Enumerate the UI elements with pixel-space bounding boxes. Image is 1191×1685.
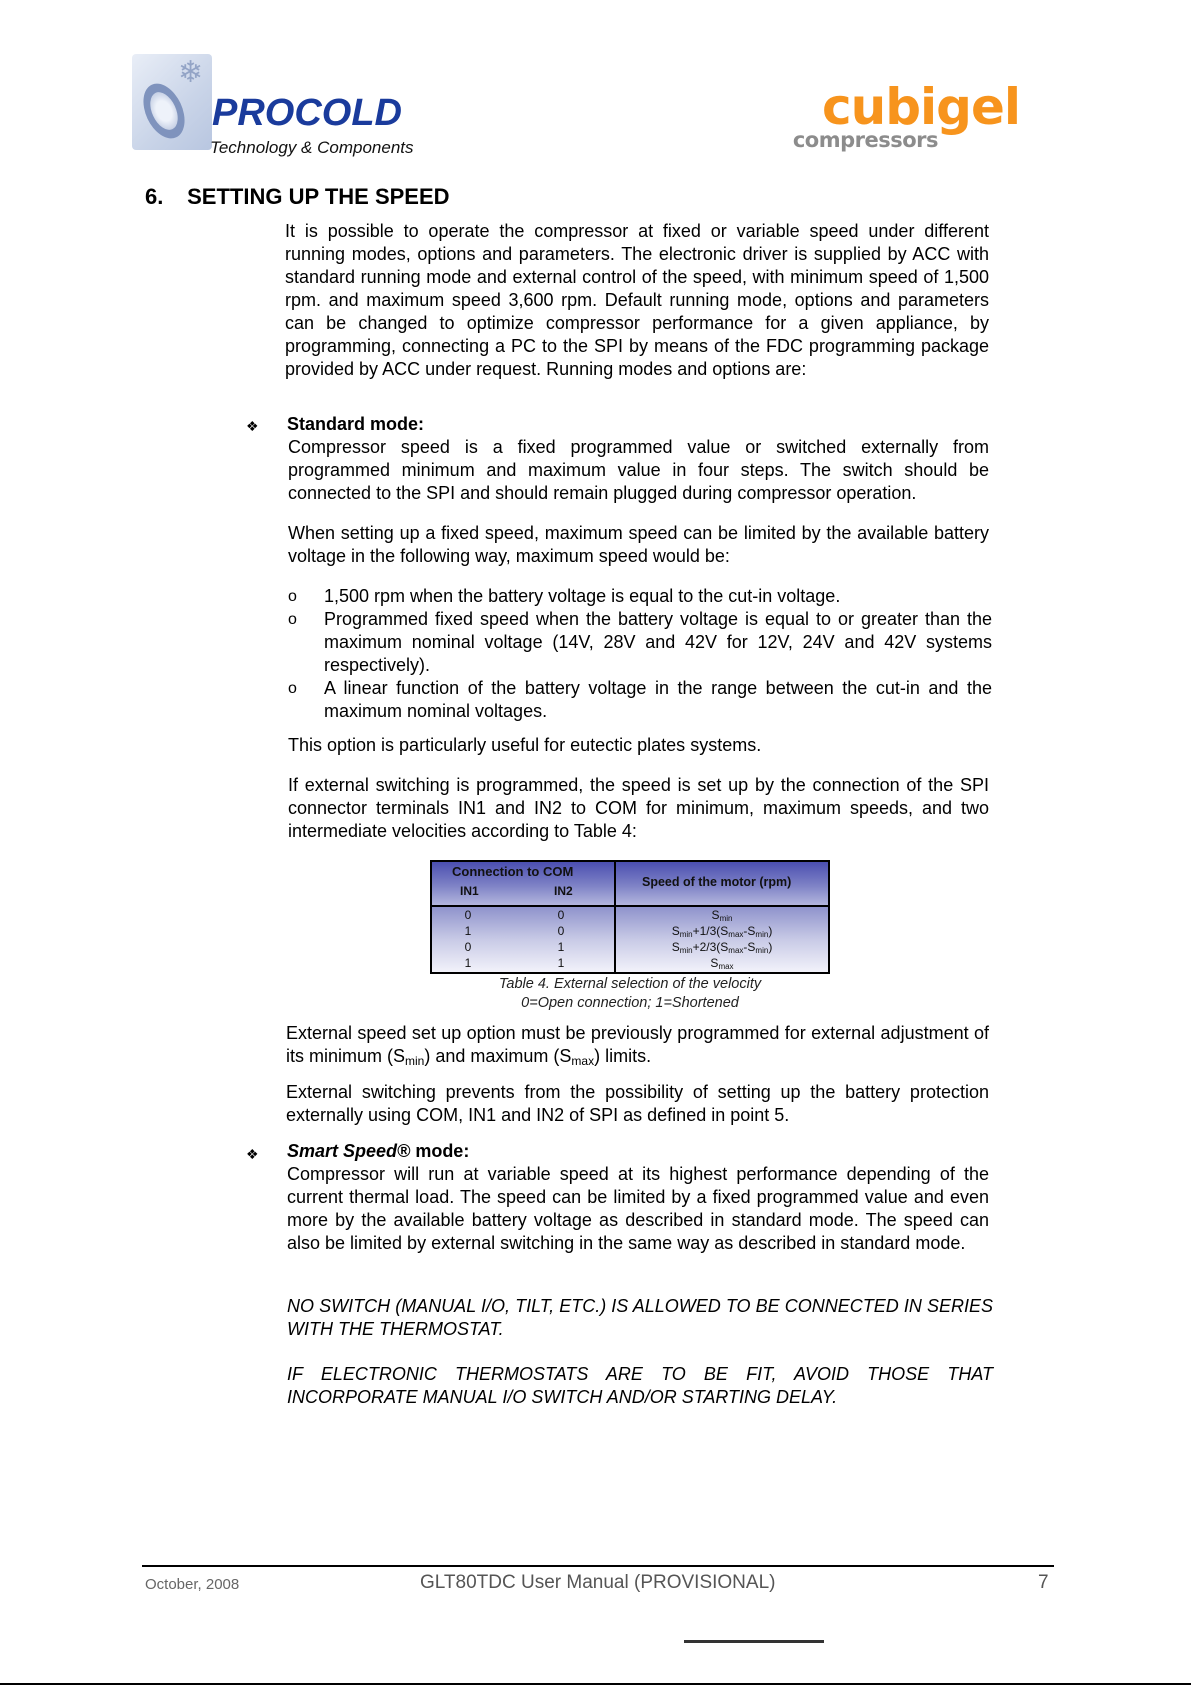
section-heading [145,184,450,210]
table-cell: 1 [464,956,472,970]
standard-mode-paragraph-2: When setting up a fixed speed, maximum speed can be limited by the available battery voltage in the following way, maximum speed would be: [288,523,989,566]
section-title: SETTING UP THE SPEED [187,184,450,209]
table-cell: 1 [557,940,565,954]
diamond-bullet-icon: ❖ [246,418,259,434]
table-cell: 0 [557,908,565,922]
list-item: A linear function of the battery voltage in the range between the cut-in and the maximum nominal voltages. [324,678,992,721]
compressor-emblem-icon [132,54,212,150]
table-cell: 0 [557,924,565,938]
standard-mode-paragraph-3: This option is particularly useful for eutectic plates systems. [288,735,762,755]
circle-bullet-icon: o [288,680,297,697]
circle-bullet-icon: o [288,588,297,605]
table-cell-speed: $S_{max}$ [710,956,734,971]
table-body [432,907,828,972]
table-cell-speed: $S_{min}+2/3(S_{max}-S_{min})$ [671,940,773,955]
warning-electronic-thermostats: IF ELECTRONIC THERMOSTATS ARE TO BE FIT, AVOID THOSE THAT INCORPORATE MANUAL I/O SWITCH AND/OR STARTING DELAY. [287,1364,993,1407]
section-number: 6. [145,184,164,209]
standard-mode-paragraph-1: Compressor speed is a fixed programmed value or switched externally from programmed minimum and maximum value in four steps. The switch should be connected to the SPI and should remain plugged during compressor operation. [288,437,989,503]
table-cell: 0 [464,908,472,922]
footer-divider [142,1565,1054,1567]
table-cell-speed: $S_{min}+1/3(S_{max}-S_{min})$ [671,924,773,939]
procold-brand-name: PROCOLD [212,92,402,134]
table-divider [614,862,616,972]
standard-mode-heading: Standard mode: [287,414,425,434]
page-number: 7 [1038,1572,1049,1593]
smart-speed-paragraph: Compressor will run at variable speed at its highest performance depending of the current thermal load. The speed can be limited by a fixed programmed value and even more by the available battery voltage as described in standard mode. The speed can also be limited by external switching in the same way as described in standard mode. [287,1164,989,1253]
connection-group-header: Connection to COM [452,864,574,879]
table-cell: 1 [464,924,472,938]
column-header-in1: IN1 [460,884,479,898]
circle-bullet-icon: o [288,611,297,628]
table-cell: 1 [557,956,565,970]
cubigel-brand-name: cubigel [821,78,1020,136]
list-item: Programmed fixed speed when the battery voltage is equal to or greater than the maximum nominal voltage (14V, 28V and 42V for 12V, 24V and 42V systems respectively). [324,609,992,675]
diamond-bullet-icon: ❖ [246,1146,259,1162]
footer-short-rule [684,1640,824,1643]
table-caption-legend: 0=Open connection; 1=Shortened [521,995,739,1011]
intro-paragraph: It is possible to operate the compressor at fixed or variable speed under different running modes, options and parameters. The electronic driver is supplied by ACC with standard running mode and external control of the speed, with minimum speed of 1,500 rpm. and maximum speed 3,600 rpm. Default running mode, options and parameters can be changed to optimize compressor performance for a given appliance, by programming, connecting a PC to the SPI by means of the FDC programming package provided by ACC under request. Running modes and options are: [285,221,989,379]
velocity-selection-table [430,860,830,974]
cubigel-subtitle: compressors [792,128,938,152]
column-header-in2: IN2 [554,884,573,898]
table-cell: 0 [464,940,472,954]
table-cell-speed: $S_{min}$ [711,908,733,923]
smart-speed-heading: Smart Speed® mode: [287,1141,470,1161]
column-header-speed: Speed of the motor (rpm) [642,875,792,889]
warning-no-switch: NO SWITCH (MANUAL I/O, TILT, ETC.) IS ALLOWED TO BE CONNECTED IN SERIES WITH THE THERMOSTAT. [287,1296,993,1339]
footer-document-title: GLT80TDC User Manual (PROVISIONAL) [420,1572,776,1593]
cubigel-logo [792,78,1020,154]
standard-mode-paragraph-4: If external switching is programmed, the speed is set up by the connection of the SPI connector terminals IN1 and IN2 to COM for minimum, maximum speeds, and two intermediate velocities according to Table 4: [288,775,989,841]
table-header [432,862,828,907]
table-caption: Table 4. External selection of the velocity [498,976,762,992]
snowflake-icon: ❄ [178,56,204,89]
list-item: 1,500 rpm when the battery voltage is equal to the cut-in voltage. [324,586,841,606]
procold-tagline: Technology & Components [210,138,414,157]
procold-logo [130,52,420,162]
external-speed-paragraph: External speed set up option must be previously programmed for external adjustment of its minimum $(S_{min})$ and maximum $(S_{max})$ limits. [286,1023,989,1068]
footer-date: October, 2008 [145,1576,240,1593]
external-switching-paragraph: External switching prevents from the possibility of setting up the battery protection externally using COM, IN1 and IN2 of SPI as defined in point 5. [286,1082,989,1125]
